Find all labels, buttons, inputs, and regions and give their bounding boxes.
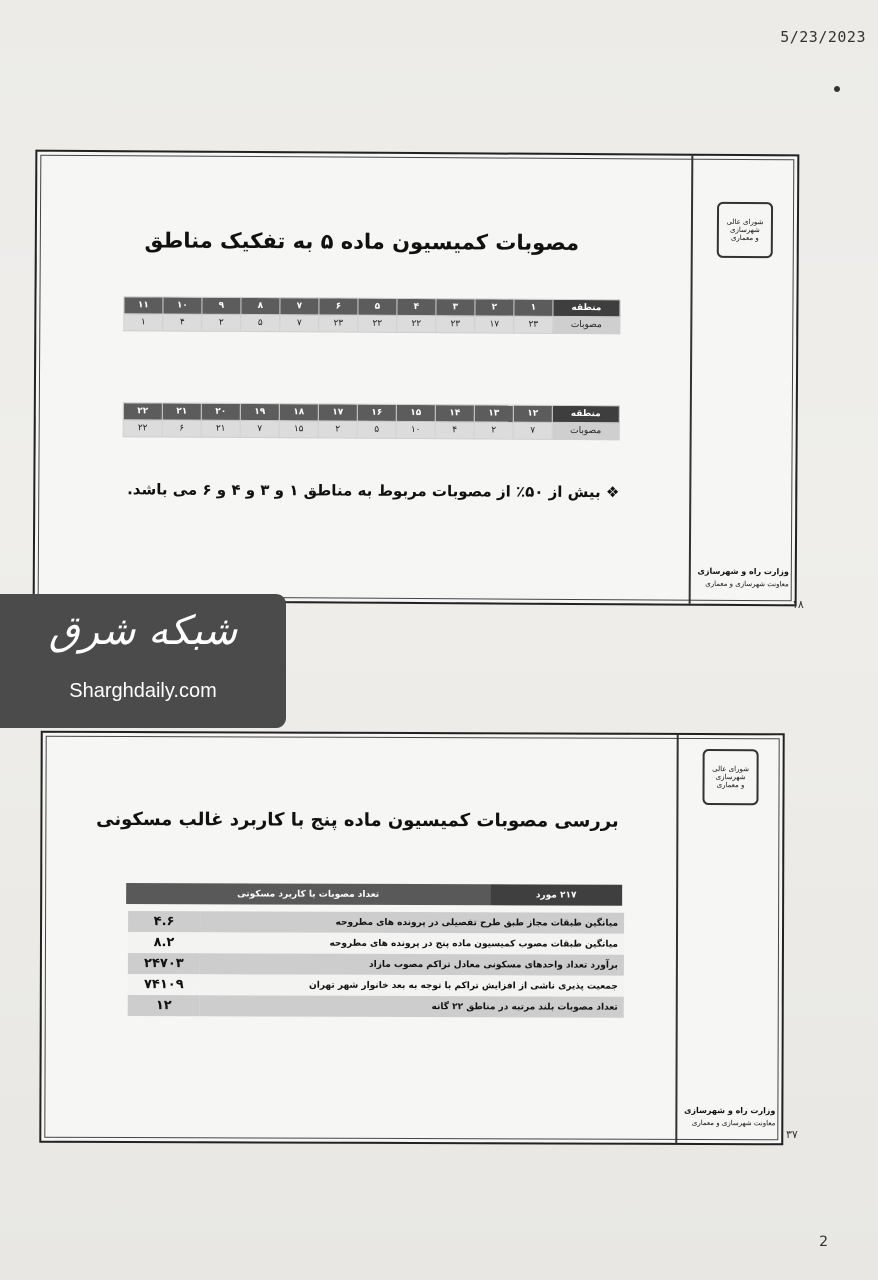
- slide-number: ۳۷: [786, 1128, 798, 1141]
- count-cell: ۷: [280, 315, 319, 332]
- table-row: [128, 911, 624, 934]
- region-cell: ۲۰: [201, 403, 240, 420]
- count-cell: ۲۲: [358, 315, 397, 332]
- ministry-logo-icon: شورای عالی شهرسازی و معماری: [717, 202, 773, 258]
- count-cell: ۷: [240, 420, 279, 437]
- region-cell: ۱۶: [357, 404, 396, 421]
- ink-dot: [834, 86, 840, 92]
- region-cell: ۴: [397, 298, 436, 315]
- residential-stats-table: [126, 883, 622, 906]
- count-cell: ۵: [241, 314, 280, 331]
- region-table-1: [123, 296, 620, 334]
- residential-stats-rows: [128, 911, 624, 1018]
- count-cell: ۷: [513, 422, 552, 439]
- table-value-row: [124, 314, 620, 334]
- row-desc: برآورد تعداد واحدهای مسکونی معادل تراکم مصوب مازاد: [200, 953, 624, 975]
- region-cell: ۱: [514, 299, 553, 316]
- table-header-row: [126, 883, 622, 906]
- page-number: 2: [819, 1234, 828, 1250]
- org-name: وزارت راه و شهرسازی: [697, 566, 789, 577]
- region-cell: ۱۱: [124, 297, 163, 314]
- ministry-logo-icon: شورای عالی شهرسازی و معماری: [702, 749, 758, 805]
- region-cell: ۱۷: [318, 404, 357, 421]
- summary-note: ❖ بیش از ۵۰٪ از مصوبات مربوط به مناطق ۱ و ۳ و ۴ و ۶ می باشد.: [127, 480, 620, 502]
- count-label: مصوبات: [552, 422, 619, 439]
- org-subtitle: معاونت شهرسازی و معماری: [705, 579, 789, 589]
- row-desc: میانگین طبقات مجاز طبق طرح تفصیلی در پرونده های مطروحه: [200, 911, 624, 933]
- region-cell: ۵: [358, 298, 397, 315]
- count-cell: ۲۲: [123, 420, 162, 437]
- region-label: منطقه: [553, 299, 620, 316]
- count-cell: ۲: [202, 314, 241, 331]
- region-cell: ۲۱: [162, 403, 201, 420]
- watermark-url: Sharghdaily.com: [69, 680, 217, 702]
- table-value-row: [123, 420, 619, 440]
- count-cell: ۲۲: [397, 315, 436, 332]
- count-cell: ۲۳: [319, 315, 358, 332]
- count-cell: ۲: [318, 421, 357, 438]
- slide-title: بررسی مصوبات کمیسیون ماده پنج با کاربرد غالب مسکونی: [96, 808, 619, 832]
- count-label: مصوبات: [553, 316, 620, 333]
- count-cell: ۵: [357, 421, 396, 438]
- region-cell: ۹: [202, 297, 241, 314]
- row-value: ۱۲: [128, 995, 200, 1016]
- table-row: [128, 932, 624, 955]
- count-cell: ۲۱: [201, 420, 240, 437]
- region-cell: ۷: [280, 298, 319, 315]
- org-name: وزارت راه و شهرسازی: [684, 1105, 776, 1116]
- slide-sidebar: [675, 735, 782, 1143]
- slide-region-approvals: [33, 150, 800, 607]
- slide-residential-approvals: [39, 731, 784, 1146]
- row-desc: تعداد مصوبات بلند مرتبه در مناطق ۲۲ گانه: [200, 995, 624, 1017]
- row-desc: جمعیت پذیری ناشی از افزایش تراکم با توجه به بعد خانوار شهر تهران: [200, 974, 624, 996]
- count-cell: ۲: [474, 422, 513, 439]
- table-row: [128, 974, 624, 997]
- region-cell: ۳: [436, 299, 475, 316]
- count-cell: ۱: [124, 314, 163, 331]
- header-count: ۲۱۷ مورد: [490, 884, 622, 905]
- region-table-2: [123, 402, 620, 440]
- count-cell: ۲۳: [436, 316, 475, 333]
- row-value: ۷۴۱۰۹: [128, 974, 200, 995]
- count-cell: ۴: [435, 422, 474, 439]
- row-desc: میانگین طبقات مصوب کمیسیون ماده پنج در پرونده های مطروحه: [200, 932, 624, 954]
- count-cell: ۱۰: [396, 421, 435, 438]
- slide-title: مصوبات کمیسیون ماده ۵ به تفکیک مناطق: [144, 228, 580, 255]
- table-row: [128, 953, 624, 976]
- row-value: ۲۴۷۰۳: [128, 953, 200, 974]
- count-cell: ۶: [162, 420, 201, 437]
- row-value: ۴.۶: [128, 911, 200, 932]
- region-cell: ۲۲: [123, 403, 162, 420]
- sidebar-org: [697, 566, 789, 591]
- count-cell: ۲۳: [514, 316, 553, 333]
- region-cell: ۲: [475, 299, 514, 316]
- region-cell: ۱۹: [240, 403, 279, 420]
- region-cell: ۱۵: [396, 404, 435, 421]
- row-value: ۸.۲: [128, 932, 200, 953]
- region-label: منطقه: [552, 405, 619, 422]
- region-cell: ۱۰: [163, 297, 202, 314]
- header-desc: تعداد مصوبات با کاربرد مسکونی: [126, 883, 490, 905]
- count-cell: ۱۵: [279, 421, 318, 438]
- count-cell: ۴: [163, 314, 202, 331]
- table-row: [128, 995, 624, 1018]
- watermark-overlay: [0, 594, 286, 728]
- org-subtitle: معاونت شهرسازی و معماری: [691, 1118, 776, 1128]
- region-cell: ۶: [319, 298, 358, 315]
- sidebar-org: [683, 1105, 775, 1129]
- count-cell: ۱۷: [475, 316, 514, 333]
- slide-number: ۱۸: [792, 598, 804, 611]
- region-cell: ۱۴: [435, 405, 474, 422]
- print-date: 5/23/2023: [780, 28, 866, 46]
- shargh-logo: شبکه شرق: [48, 608, 238, 654]
- region-cell: ۱۳: [474, 405, 513, 422]
- region-cell: ۱۲: [513, 405, 552, 422]
- region-cell: ۸: [241, 297, 280, 314]
- slide-sidebar: [689, 156, 798, 605]
- region-cell: ۱۸: [279, 404, 318, 421]
